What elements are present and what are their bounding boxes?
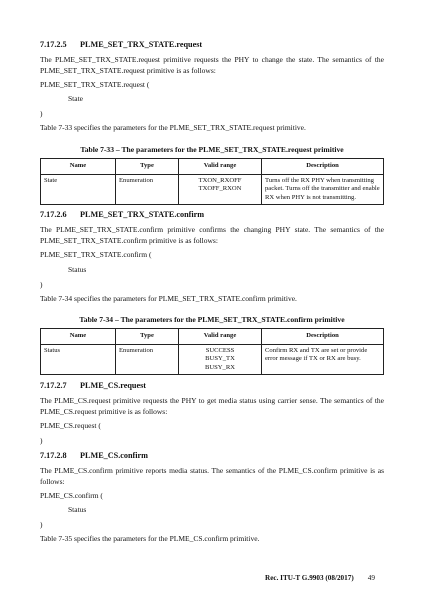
table-row bbox=[41, 345, 384, 375]
code-param: Status bbox=[68, 505, 87, 514]
range-value: BUSY_TX bbox=[205, 355, 235, 363]
paragraph: The PLME_SET_TRX_STATE.confirm primitive confirms the changing PHY state. The semantics of the PLME_SET_TRX_STATE.confirm primitive is as follows: bbox=[40, 225, 384, 245]
section-heading bbox=[40, 40, 202, 49]
section-heading bbox=[40, 381, 146, 390]
cell-type: Enumeration bbox=[116, 345, 179, 375]
range-value: SUCCESS bbox=[205, 346, 235, 354]
code-line: PLME_CS.request ( bbox=[40, 421, 101, 430]
code-close: ) bbox=[40, 520, 43, 529]
table-header-row bbox=[41, 329, 384, 345]
code-close: ) bbox=[40, 436, 43, 445]
cell-range bbox=[179, 345, 262, 375]
table-caption: Table 7-33 – The parameters for the PLME_SET_TRX_STATE.request primitive bbox=[80, 145, 344, 154]
column-header: Description bbox=[262, 329, 384, 345]
page-footer bbox=[265, 574, 375, 582]
footer-label: Rec. ITU-T G.9903 (08/2017) bbox=[265, 574, 354, 582]
column-header: Description bbox=[262, 159, 384, 175]
section-title: PLME_SET_TRX_STATE.request bbox=[80, 40, 203, 49]
code-line: PLME_CS.confirm ( bbox=[40, 491, 103, 500]
paragraph: The PLME_CS.request primitive requests the PHY to get media status using carrier sense. The semantics of the PLME_CS.request primitive is as follows: bbox=[40, 396, 384, 416]
cell-description: Confirm RX and TX are set or provide error message if TX or RX are busy. bbox=[262, 345, 384, 375]
paragraph: The PLME_SET_TRX_STATE.request primitive requests the PHY to change the state. The semantics of the PLME_SET_TRX_STATE.request primitive is as follows: bbox=[40, 55, 384, 75]
range-value: TXOFF_RXON bbox=[198, 185, 242, 193]
code-param: State bbox=[68, 94, 83, 103]
parameter-table bbox=[40, 158, 384, 205]
column-header: Name bbox=[41, 329, 116, 345]
code-line: PLME_SET_TRX_STATE.request ( bbox=[40, 80, 150, 89]
table-reference: Table 7-33 specifies the parameters for the PLME_SET_TRX_STATE.request primitive. bbox=[40, 123, 306, 132]
section-number: 7.17.2.8 bbox=[40, 451, 67, 460]
code-param: Status bbox=[68, 265, 87, 274]
parameter-table bbox=[40, 328, 384, 375]
section-heading bbox=[40, 210, 204, 219]
cell-name: State bbox=[41, 175, 116, 205]
section-title: PLME_CS.confirm bbox=[80, 451, 148, 460]
section-number: 7.17.2.7 bbox=[40, 381, 67, 390]
table-header-row bbox=[41, 159, 384, 175]
section-title: PLME_SET_TRX_STATE.confirm bbox=[80, 210, 205, 219]
column-header: Name bbox=[41, 159, 116, 175]
section-title: PLME_CS.request bbox=[80, 381, 147, 390]
cell-type: Enumeration bbox=[116, 175, 179, 205]
table-caption: Table 7-34 – The parameters for the PLME_SET_TRX_STATE.confirm primitive bbox=[79, 315, 345, 324]
table-reference: Table 7-35 specifies the parameters for the PLME_CS.confirm primitive. bbox=[40, 534, 260, 543]
section-number: 7.17.2.5 bbox=[40, 40, 67, 49]
code-close: ) bbox=[40, 280, 43, 289]
paragraph: The PLME_CS.confirm primitive reports media status. The semantics of the PLME_CS.confirm primitive is as follows: bbox=[40, 466, 384, 486]
code-line: PLME_SET_TRX_STATE.confirm ( bbox=[40, 250, 152, 259]
page-number: 49 bbox=[367, 574, 375, 582]
column-header: Type bbox=[116, 159, 179, 175]
cell-range bbox=[179, 175, 262, 205]
range-value: TXON_RXOFF bbox=[198, 176, 242, 184]
column-header: Valid range bbox=[179, 329, 262, 345]
code-close: ) bbox=[40, 109, 43, 118]
cell-description: Turns off the RX PHY when transmitting packet. Turns off the transmitter and enable RX when PHY is not transmitting. bbox=[262, 175, 384, 205]
section-heading bbox=[40, 451, 148, 460]
range-value: BUSY_RX bbox=[204, 363, 236, 371]
column-header: Valid range bbox=[179, 159, 262, 175]
table-row bbox=[41, 175, 384, 205]
cell-name: Status bbox=[41, 345, 116, 375]
section-number: 7.17.2.6 bbox=[40, 210, 67, 219]
table-reference: Table 7-34 specifies the parameters for PLME_SET_TRX_STATE.confirm primitive. bbox=[40, 294, 297, 303]
column-header: Type bbox=[116, 329, 179, 345]
